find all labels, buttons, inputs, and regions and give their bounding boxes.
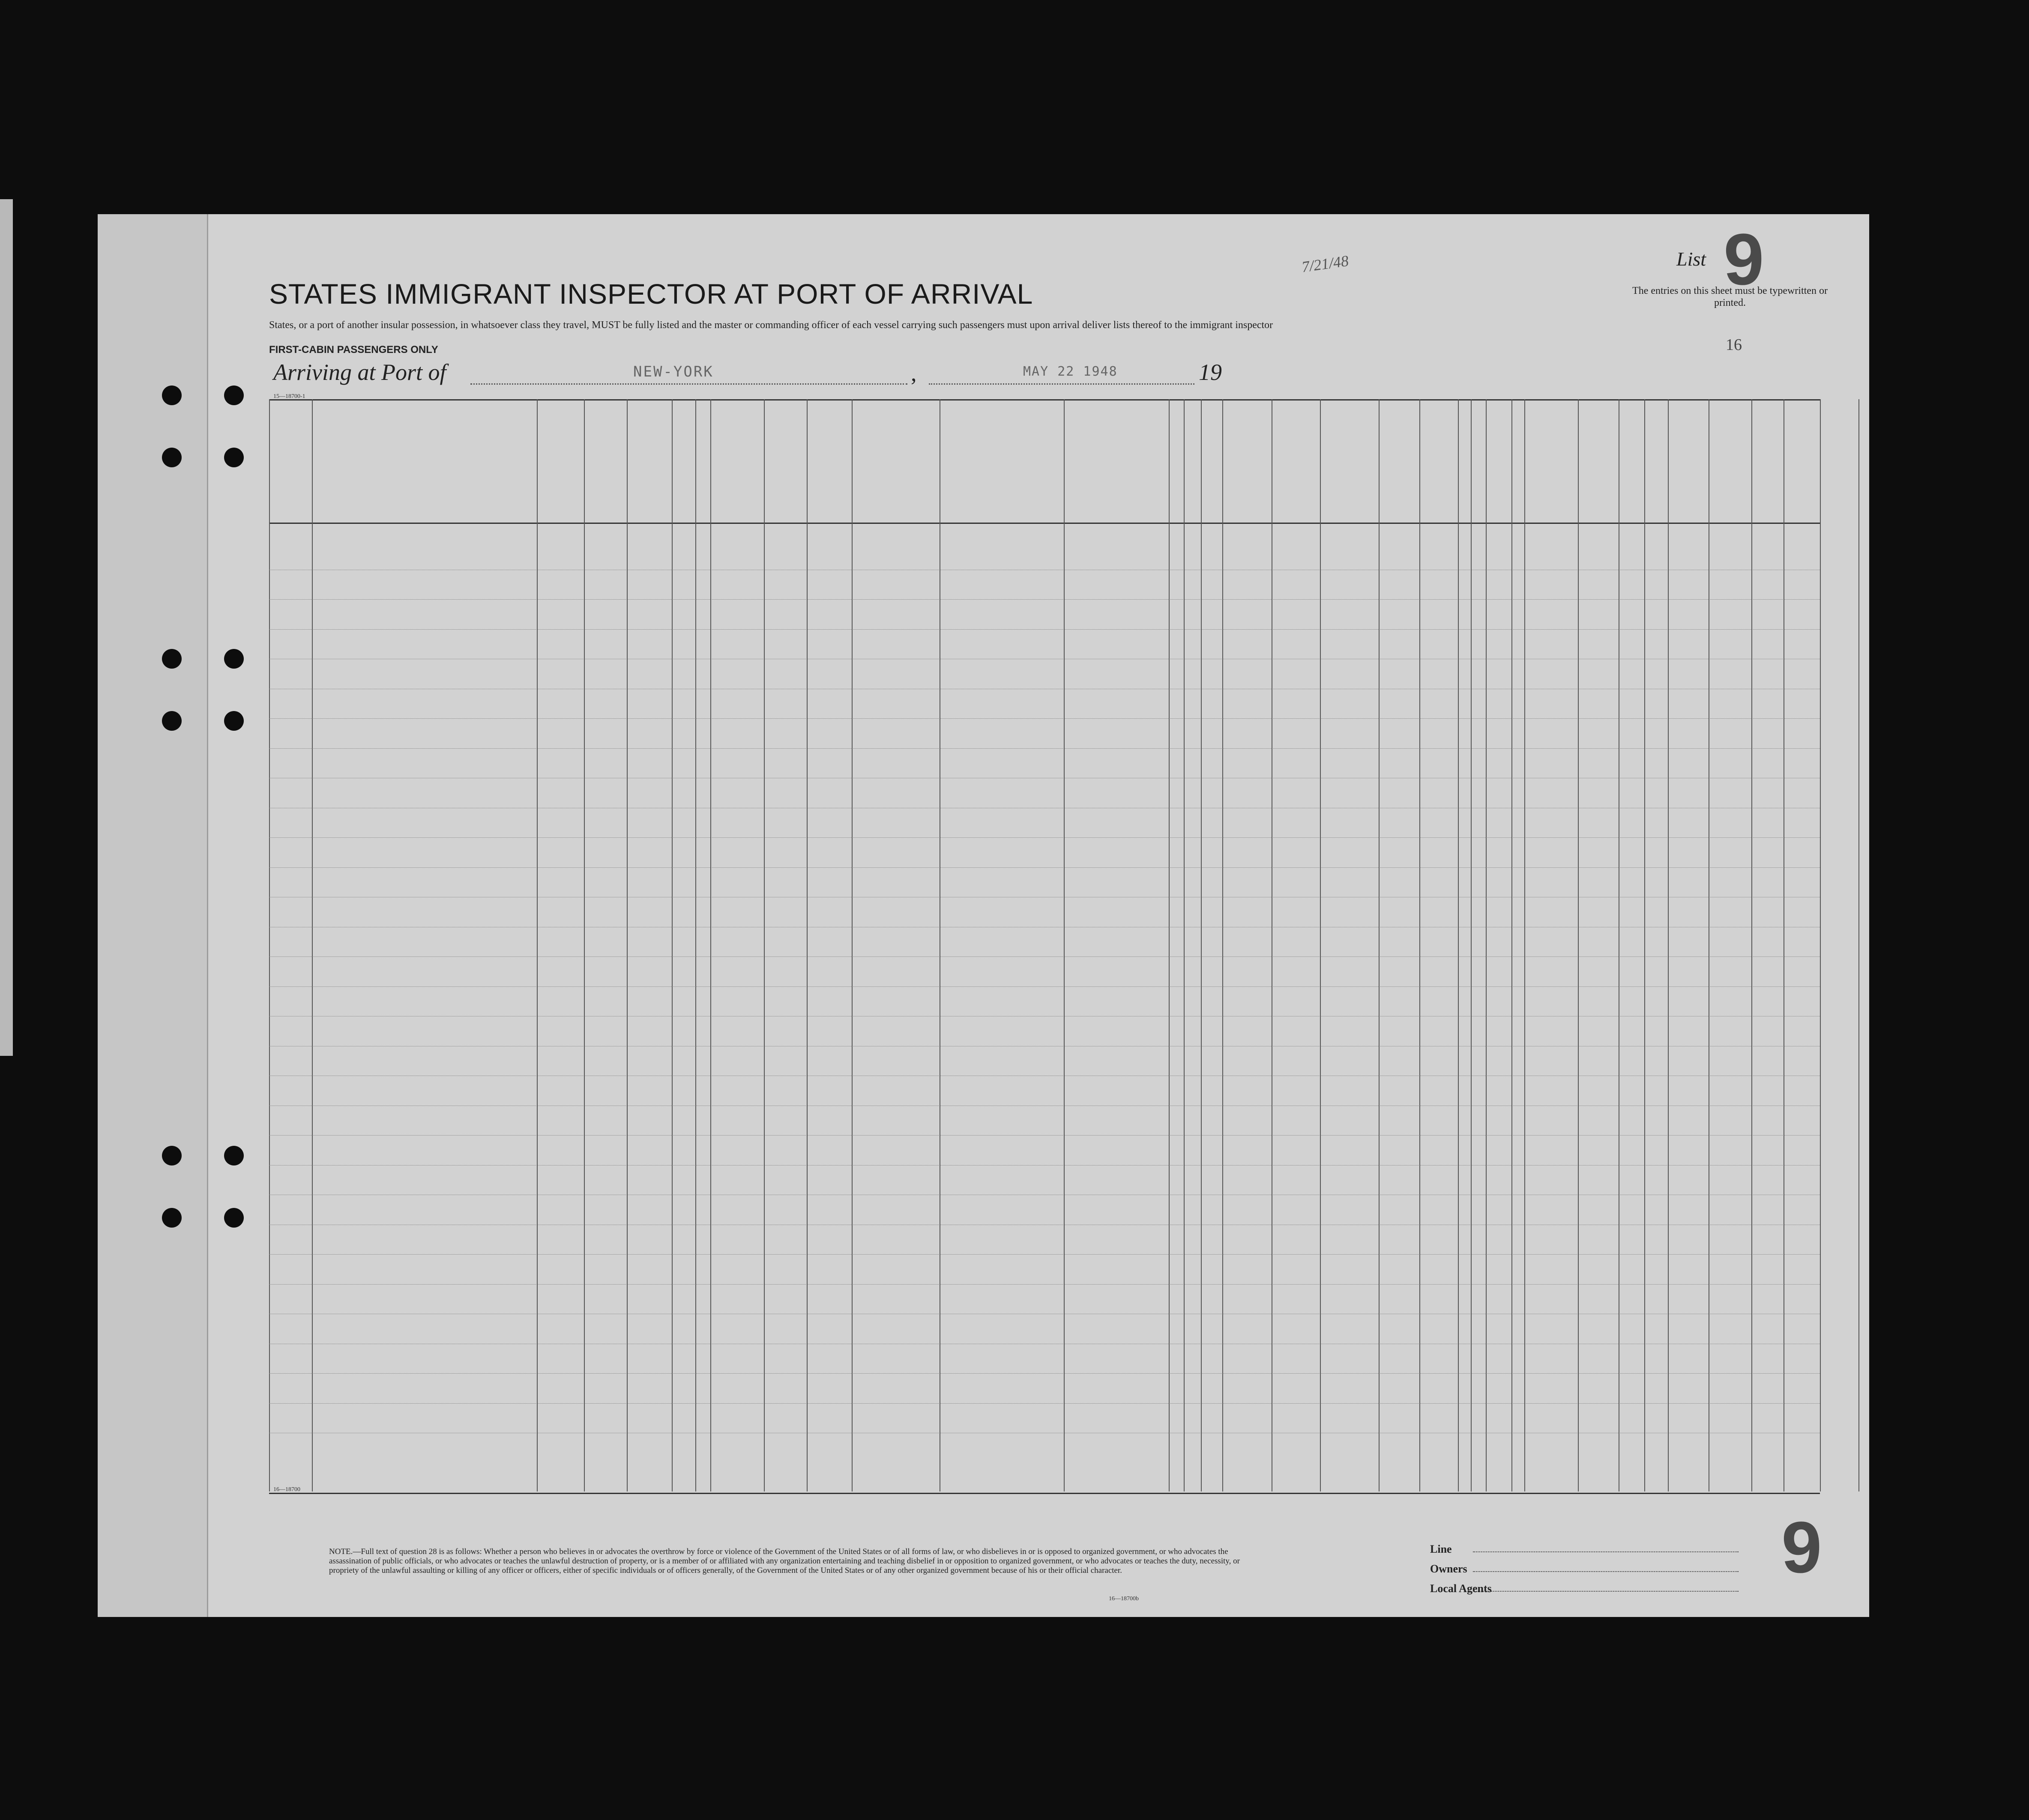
binder-hole [162, 1208, 182, 1228]
column-line [627, 399, 628, 1491]
column-line [1644, 399, 1645, 1491]
column-line [710, 399, 711, 1491]
column-line [1578, 399, 1579, 1491]
binder-hole [224, 1208, 244, 1228]
page-title: STATES IMMIGRANT INSPECTOR AT PORT OF ARRIVAL [269, 278, 1033, 310]
binder-hole [224, 1146, 244, 1166]
footnote-question-28: NOTE.—Full text of question 28 is as follows: Whether a person who believes in or advocates the overthrow by force or violence of the Government of the United States or of all forms of law, or who disbelieves in or is opposed to organized government, or who advocates the assassination of public officials, or who advocates or teaches the unlawful destruction of property, or is a member of or affiliated with any organization entertaining and teaching disbelief in or opposition to organized government, or who advocates or teaches the duty, necessity, or propriety of the unlawful assaulting or killing of any officer or officers, either of specific individuals or of officers generally, of the Government of the United States or of any other organized government because of his or their official character. [329, 1547, 1240, 1575]
port-dotted-line [470, 383, 907, 385]
row-divider [269, 986, 1820, 987]
handwritten-date: 7/21/48 [1300, 252, 1350, 276]
header-rule [269, 523, 1820, 524]
local-agents-label: Local Agents [1430, 1582, 1492, 1595]
manifest-sheet [98, 214, 1869, 1617]
row-divider [269, 629, 1820, 630]
passenger-class: FIRST-CABIN PASSENGERS ONLY [269, 344, 438, 356]
adjacent-page-edge [0, 199, 13, 1056]
binder-hole [162, 711, 182, 731]
column-line [1184, 399, 1185, 1491]
row-divider [269, 837, 1820, 838]
column-line [672, 399, 673, 1491]
row-divider [269, 1165, 1820, 1166]
row-divider [269, 867, 1820, 868]
form-number-right: 16—18700b [1109, 1596, 1139, 1602]
column-line [1201, 399, 1202, 1491]
binder-hole [224, 649, 244, 669]
binder-hole [162, 649, 182, 669]
binder-hole [162, 448, 182, 467]
column-line [1419, 399, 1420, 1491]
binder-hole [162, 1146, 182, 1166]
column-line [1858, 399, 1859, 1491]
owners-label: Owners [1430, 1563, 1467, 1575]
port-value: NEW-YORK [633, 363, 714, 380]
row-divider [269, 748, 1820, 749]
page-number: 16 [1726, 336, 1742, 354]
row-divider [269, 1135, 1820, 1136]
instructions-text: States, or a port of another insular possession, in whatsoever class they travel, MUST be fully listed and the master or commanding officer of each vessel carrying such passengers must upon arrival deliver lists thereof to the immigrant inspector [269, 320, 1273, 331]
column-line [1379, 399, 1380, 1491]
arriving-label: Arriving at Port of [273, 359, 446, 385]
binder-hole [224, 386, 244, 405]
column-line [1820, 399, 1821, 1491]
binder-hole [224, 448, 244, 467]
list-number-bottom: 9 [1781, 1507, 1822, 1588]
row-divider [269, 718, 1820, 719]
column-line [852, 399, 853, 1491]
row-divider [269, 1373, 1820, 1374]
column-line [537, 399, 538, 1491]
list-label: List [1676, 248, 1706, 270]
column-line [1751, 399, 1752, 1491]
manifest-table [269, 399, 1820, 1494]
form-number-left: 16—18700 [273, 1486, 300, 1493]
column-line [584, 399, 585, 1491]
line-field [1473, 1551, 1739, 1552]
local-agents-field [1473, 1591, 1739, 1592]
binder-hole [224, 711, 244, 731]
comma: , [911, 360, 917, 386]
column-line [695, 399, 696, 1491]
line-label: Line [1430, 1543, 1452, 1555]
list-number: 9 [1724, 219, 1764, 300]
year-label: 19 [1199, 359, 1222, 385]
date-dotted-line [929, 383, 1194, 385]
column-line [807, 399, 808, 1491]
form-number: 15—18700-1 [273, 393, 305, 400]
column-line [1064, 399, 1065, 1491]
column-line [1486, 399, 1487, 1491]
entries-note: The entries on this sheet must be typewritten or printed. [1632, 285, 1828, 308]
column-line [1320, 399, 1321, 1491]
column-line [1169, 399, 1170, 1491]
row-divider [269, 956, 1820, 957]
column-line [1471, 399, 1472, 1491]
row-divider [269, 1284, 1820, 1285]
owners-field [1473, 1571, 1739, 1572]
column-line [1511, 399, 1512, 1491]
column-line [312, 399, 313, 1491]
row-divider [269, 1254, 1820, 1255]
column-line [1524, 399, 1525, 1491]
row-divider [269, 1403, 1820, 1404]
column-line [1458, 399, 1459, 1491]
column-line [269, 399, 270, 1491]
arrival-date: MAY 22 1948 [1023, 364, 1118, 379]
row-divider [269, 599, 1820, 600]
binder-hole [162, 386, 182, 405]
column-line [764, 399, 765, 1491]
left-page-fragment [98, 214, 208, 1617]
column-line [1222, 399, 1223, 1491]
column-line [1668, 399, 1669, 1491]
